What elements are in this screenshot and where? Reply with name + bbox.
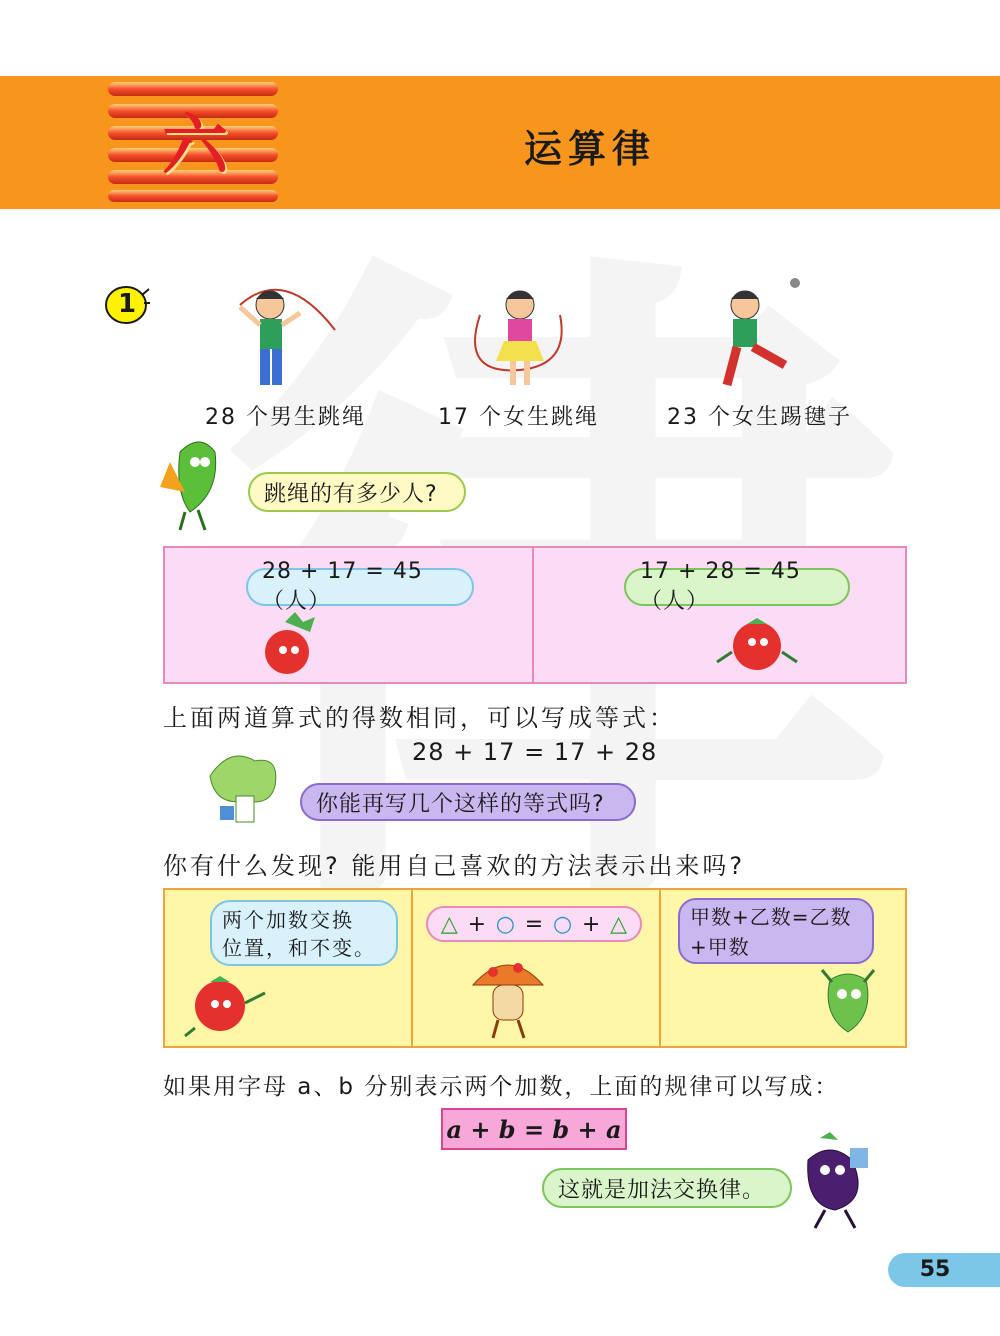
tomato-mascot-2-icon [175, 968, 270, 1038]
conclusion-bubble [542, 1168, 792, 1208]
rule-words-line-2: 位置，和不变。 [222, 936, 376, 960]
conclusion-text: 这就是加法交换律。 [558, 1177, 766, 1203]
girl-skipping-rope-illustration [460, 275, 580, 395]
equals-sign: = [524, 911, 544, 937]
circle-icon: ○ [495, 911, 515, 937]
rule-names-bubble [678, 898, 874, 964]
boy-skipping-rope-illustration [225, 275, 345, 395]
panel-divider-1 [411, 890, 413, 1046]
rule-words-line-1: 两个加数交换 [222, 908, 354, 932]
equation-right-text: 17 + 28 = 45（人） [640, 559, 801, 614]
plus-sign-2: + [581, 911, 601, 937]
equation-bubble-right [624, 559, 850, 614]
plus-sign: + [467, 911, 486, 937]
observation-text: 上面两道算式的得数相同，可以写成等式： [163, 704, 676, 732]
rule-names-line-1: 甲数+乙数=乙数 [690, 905, 852, 929]
panel-divider [532, 548, 534, 682]
equality-equation: 28 + 17 = 17 + 28 [412, 738, 658, 766]
caption-boys-rope: 28 个男生跳绳 [205, 405, 366, 430]
equation-left-text: 28 + 17 = 45（人） [262, 559, 423, 614]
discovery-question-text: 你有什么发现? 能用自己喜欢的方法表示出来吗? [163, 852, 746, 880]
rule-names-line-2: +甲数 [690, 935, 750, 959]
radish-mascot-icon [255, 612, 325, 678]
question-bubble [248, 472, 466, 512]
caption-girls-shuttlecock: 23 个女生踢毽子 [667, 405, 852, 430]
caption-girls-rope: 17 个女生跳绳 [438, 405, 599, 430]
triangle-icon: △ [440, 911, 458, 937]
pepper-mascot-icon [812, 960, 884, 1040]
commutative-formula: a + b = b + a [446, 1114, 622, 1144]
mushroom-mascot-icon [468, 950, 548, 1040]
circle-icon-2: ○ [552, 911, 573, 937]
cabbage-mascot-icon [200, 746, 286, 832]
pea-pod-mascot-icon [160, 432, 230, 532]
commutative-formula-box [441, 1108, 627, 1150]
triangle-icon-2: △ [610, 911, 628, 937]
generalization-text: 如果用字母 a、b 分别表示两个加数，上面的规律可以写成： [163, 1074, 840, 1100]
prompt-bubble [300, 783, 636, 821]
chapter-number: 六 [162, 106, 228, 184]
question-text: 跳绳的有多少人? [264, 481, 438, 507]
equation-bubble-left [246, 559, 474, 614]
page-number: 55 [919, 1257, 951, 1282]
girl-kicking-shuttlecock-illustration [705, 275, 825, 395]
shape-equation-bubble [426, 906, 642, 942]
example-number: 1 [117, 289, 137, 319]
tomato-mascot-icon [712, 612, 802, 678]
rule-words-bubble [210, 900, 398, 966]
panel-divider-2 [659, 890, 661, 1046]
chapter-title: 运算律 [523, 127, 656, 171]
eggplant-mascot-icon [790, 1130, 880, 1230]
prompt-text: 你能再写几个这样的等式吗? [316, 791, 605, 817]
